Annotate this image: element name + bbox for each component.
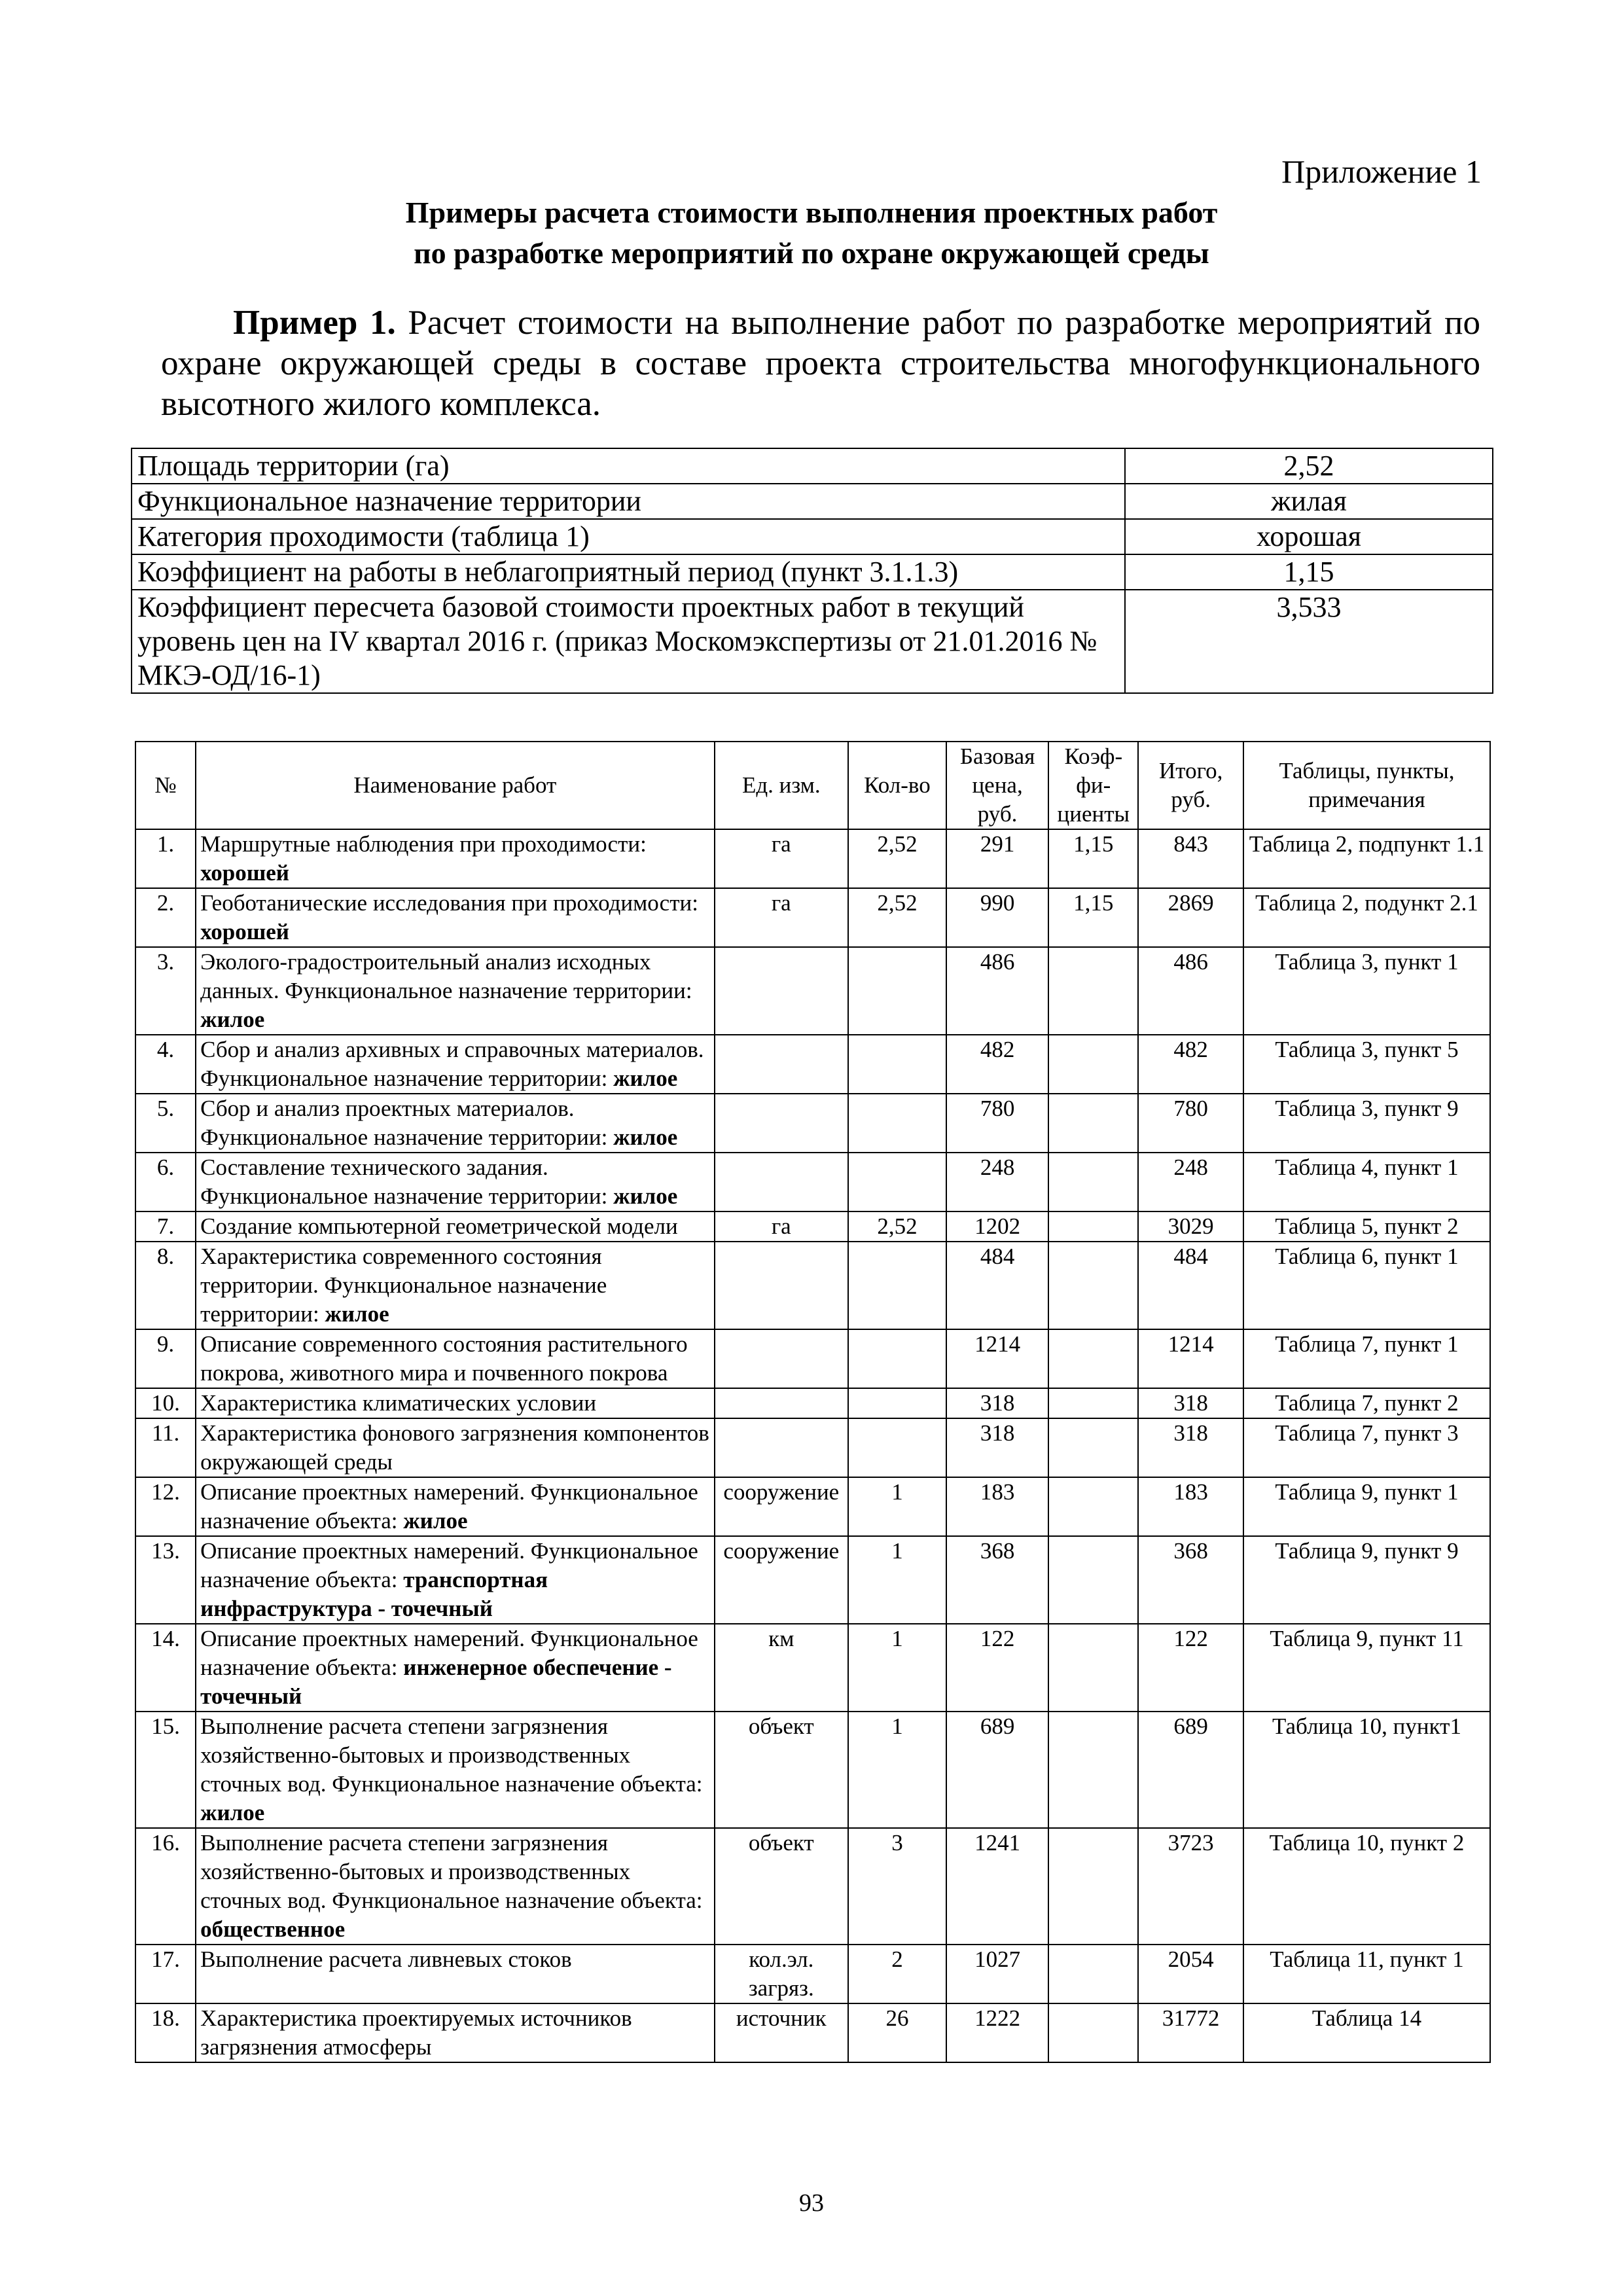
work-name-text: Характеристика проектируемых источников загрязнения атмосферы bbox=[200, 2005, 632, 2060]
total-cell: 1214 bbox=[1138, 1329, 1243, 1388]
total-cell: 486 bbox=[1138, 947, 1243, 1035]
work-name-cell bbox=[196, 829, 714, 888]
row-number-cell: 16. bbox=[135, 1828, 196, 1945]
parameters-table bbox=[131, 448, 1493, 694]
total-cell: 689 bbox=[1138, 1712, 1243, 1828]
work-name-text: Характеристика фонового загрязнения компонентов окружающей среды bbox=[200, 1420, 709, 1475]
work-name-cell bbox=[196, 1945, 714, 2003]
parameter-name: Категория проходимости (таблица 1) bbox=[132, 519, 1125, 554]
unit-cell: кол.эл. загряз. bbox=[715, 1945, 848, 2003]
table-row bbox=[135, 1624, 1490, 1712]
base-price-cell: 689 bbox=[946, 1712, 1048, 1828]
coefficient-cell bbox=[1048, 1094, 1138, 1153]
work-name-text: Выполнение расчета степени загрязнения хозяйственно-бытовых и производственных сточных вод. Функциональное назначение объекта: bbox=[200, 1830, 703, 1913]
base-price-cell: 291 bbox=[946, 829, 1048, 888]
work-name-text: Создание компьютерной геометрической модели bbox=[200, 1213, 678, 1239]
row-number-cell: 1. bbox=[135, 829, 196, 888]
quantity-cell: 3 bbox=[848, 1828, 946, 1945]
reference-cell: Таблица 3, пункт 9 bbox=[1243, 1094, 1490, 1153]
base-price-cell: 990 bbox=[946, 888, 1048, 947]
work-name-cell bbox=[196, 1211, 714, 1242]
coefficient-cell bbox=[1048, 1242, 1138, 1329]
row-number-cell: 2. bbox=[135, 888, 196, 947]
work-name-text: Характеристика климатических условии bbox=[200, 1390, 597, 1416]
quantity-cell: 2,52 bbox=[848, 1211, 946, 1242]
work-name-cell bbox=[196, 1153, 714, 1211]
parameter-value: 1,15 bbox=[1125, 554, 1493, 590]
base-price-cell: 780 bbox=[946, 1094, 1048, 1153]
parameter-row bbox=[132, 448, 1493, 484]
total-cell: 3723 bbox=[1138, 1828, 1243, 1945]
work-name-text: Описание современного состояния растительного покрова, животного мира и почвенного покрова bbox=[200, 1331, 688, 1386]
work-name-emphasis: жилое bbox=[613, 1066, 678, 1091]
row-number-cell: 5. bbox=[135, 1094, 196, 1153]
work-name-emphasis: жилое bbox=[200, 1800, 265, 1825]
base-price-cell: 183 bbox=[946, 1477, 1048, 1536]
quantity-cell bbox=[848, 1329, 946, 1388]
table-row bbox=[135, 1712, 1490, 1828]
base-price-cell: 1222 bbox=[946, 2003, 1048, 2062]
reference-cell: Таблица 10, пункт1 bbox=[1243, 1712, 1490, 1828]
reference-cell: Таблица 9, пункт 9 bbox=[1243, 1536, 1490, 1624]
quantity-cell bbox=[848, 1153, 946, 1211]
unit-cell bbox=[715, 1035, 848, 1094]
example-text: Расчет стоимости на выполнение работ по разработке мероприятий по охране окружающей среды в составе проекта строительства многофункционального высотного жилого комплекса. bbox=[161, 304, 1481, 423]
coefficient-cell bbox=[1048, 1418, 1138, 1477]
work-name-cell bbox=[196, 1035, 714, 1094]
work-name-cell bbox=[196, 2003, 714, 2062]
reference-cell: Таблица 11, пункт 1 bbox=[1243, 1945, 1490, 2003]
total-cell: 318 bbox=[1138, 1388, 1243, 1418]
works-table bbox=[135, 741, 1491, 2063]
document-title bbox=[131, 192, 1492, 274]
total-cell: 3029 bbox=[1138, 1211, 1243, 1242]
work-name-text: Маршрутные наблюдения при проходимости: bbox=[200, 831, 647, 857]
row-number-cell: 17. bbox=[135, 1945, 196, 2003]
quantity-cell bbox=[848, 1094, 946, 1153]
parameter-row bbox=[132, 519, 1493, 554]
work-name-text: Описание проектных намерений. Функциональное назначение объекта: bbox=[200, 1626, 698, 1680]
work-name-text: Сбор и анализ проектных материалов. Функциональное назначение территории: bbox=[200, 1096, 614, 1150]
table-row bbox=[135, 1153, 1490, 1211]
reference-cell: Таблица 2, подпункт 1.1 bbox=[1243, 829, 1490, 888]
coefficient-cell bbox=[1048, 1945, 1138, 2003]
header-total: Итого, руб. bbox=[1138, 742, 1243, 829]
table-row bbox=[135, 1211, 1490, 1242]
quantity-cell bbox=[848, 1035, 946, 1094]
parameter-name: Коэффициент на работы в неблагоприятный период (пункт 3.1.1.3) bbox=[132, 554, 1125, 590]
table-row bbox=[135, 888, 1490, 947]
base-price-cell: 318 bbox=[946, 1388, 1048, 1418]
quantity-cell: 1 bbox=[848, 1712, 946, 1828]
unit-cell: га bbox=[715, 829, 848, 888]
appendix-label: Приложение 1 bbox=[1281, 153, 1482, 190]
header-name: Наименование работ bbox=[196, 742, 714, 829]
parameter-value: жилая bbox=[1125, 484, 1493, 519]
total-cell: 183 bbox=[1138, 1477, 1243, 1536]
base-price-cell: 248 bbox=[946, 1153, 1048, 1211]
parameter-row bbox=[132, 590, 1493, 693]
coefficient-cell bbox=[1048, 1624, 1138, 1712]
quantity-cell bbox=[848, 947, 946, 1035]
header-price: Базовая цена, руб. bbox=[946, 742, 1048, 829]
coefficient-cell bbox=[1048, 1828, 1138, 1945]
row-number-cell: 11. bbox=[135, 1418, 196, 1477]
row-number-cell: 9. bbox=[135, 1329, 196, 1388]
parameter-value: 3,533 bbox=[1125, 590, 1493, 693]
work-name-emphasis: инженерное обеспечение - точечный bbox=[200, 1655, 672, 1709]
work-name-text: Эколого-градостроительный анализ исходных данных. Функциональное назначение территории: bbox=[200, 949, 692, 1003]
work-name-cell bbox=[196, 1242, 714, 1329]
reference-cell: Таблица 9, пункт 11 bbox=[1243, 1624, 1490, 1712]
base-price-cell: 484 bbox=[946, 1242, 1048, 1329]
header-unit: Ед. изм. bbox=[715, 742, 848, 829]
total-cell: 843 bbox=[1138, 829, 1243, 888]
coefficient-cell bbox=[1048, 1388, 1138, 1418]
works-header-row bbox=[135, 742, 1490, 829]
reference-cell: Таблица 7, пункт 2 bbox=[1243, 1388, 1490, 1418]
unit-cell: объект bbox=[715, 1712, 848, 1828]
quantity-cell: 2,52 bbox=[848, 888, 946, 947]
coefficient-cell bbox=[1048, 1035, 1138, 1094]
unit-cell bbox=[715, 1388, 848, 1418]
base-price-cell: 1241 bbox=[946, 1828, 1048, 1945]
work-name-emphasis: хорошей bbox=[200, 860, 289, 886]
parameter-name: Площадь территории (га) bbox=[132, 448, 1125, 484]
page-number: 93 bbox=[799, 2189, 824, 2217]
unit-cell: га bbox=[715, 1211, 848, 1242]
row-number-cell: 7. bbox=[135, 1211, 196, 1242]
reference-cell: Таблица 2, подункт 2.1 bbox=[1243, 888, 1490, 947]
total-cell: 368 bbox=[1138, 1536, 1243, 1624]
row-number-cell: 3. bbox=[135, 947, 196, 1035]
work-name-emphasis: общественное bbox=[200, 1916, 346, 1942]
coefficient-cell: 1,15 bbox=[1048, 888, 1138, 947]
parameter-name: Функциональное назначение территории bbox=[132, 484, 1125, 519]
base-price-cell: 1202 bbox=[946, 1211, 1048, 1242]
parameter-value: хорошая bbox=[1125, 519, 1493, 554]
row-number-cell: 15. bbox=[135, 1712, 196, 1828]
parameter-name: Коэффициент пересчета базовой стоимости проектных работ в текущий уровень цен на IV квартал 2016 г. (приказ Москомэкспертизы от 21.01.2016 № МКЭ-ОД/16-1) bbox=[132, 590, 1125, 693]
parameter-row bbox=[132, 554, 1493, 590]
reference-cell: Таблица 7, пункт 3 bbox=[1243, 1418, 1490, 1477]
unit-cell: источник bbox=[715, 2003, 848, 2062]
work-name-cell bbox=[196, 1712, 714, 1828]
work-name-cell bbox=[196, 1536, 714, 1624]
work-name-text: Выполнение расчета ливневых стоков bbox=[200, 1946, 572, 1972]
total-cell: 2054 bbox=[1138, 1945, 1243, 2003]
unit-cell bbox=[715, 1418, 848, 1477]
unit-cell bbox=[715, 1094, 848, 1153]
total-cell: 248 bbox=[1138, 1153, 1243, 1211]
work-name-cell bbox=[196, 1477, 714, 1536]
row-number-cell: 6. bbox=[135, 1153, 196, 1211]
table-row bbox=[135, 2003, 1490, 2062]
work-name-text: Составление технического задания. Функциональное назначение территории: bbox=[200, 1155, 614, 1209]
work-name-cell bbox=[196, 1094, 714, 1153]
total-cell: 318 bbox=[1138, 1418, 1243, 1477]
table-row bbox=[135, 1536, 1490, 1624]
unit-cell: га bbox=[715, 888, 848, 947]
base-price-cell: 486 bbox=[946, 947, 1048, 1035]
header-coef: Коэф-фи-циенты bbox=[1048, 742, 1138, 829]
work-name-text: Геоботанические исследования при проходимости: bbox=[200, 890, 698, 916]
table-row bbox=[135, 1945, 1490, 2003]
work-name-text: Описание проектных намерений. Функциональное назначение объекта: bbox=[200, 1479, 698, 1534]
coefficient-cell bbox=[1048, 1153, 1138, 1211]
example-label: Пример 1. bbox=[233, 304, 396, 342]
unit-cell bbox=[715, 947, 848, 1035]
unit-cell bbox=[715, 1153, 848, 1211]
header-ref: Таблицы, пункты, примечания bbox=[1243, 742, 1490, 829]
work-name-cell bbox=[196, 1624, 714, 1712]
total-cell: 484 bbox=[1138, 1242, 1243, 1329]
base-price-cell: 318 bbox=[946, 1418, 1048, 1477]
quantity-cell: 2,52 bbox=[848, 829, 946, 888]
example-intro bbox=[161, 302, 1480, 424]
work-name-emphasis: жилое bbox=[325, 1301, 389, 1327]
quantity-cell: 2 bbox=[848, 1945, 946, 2003]
table-row bbox=[135, 947, 1490, 1035]
quantity-cell: 1 bbox=[848, 1536, 946, 1624]
header-qty: Кол-во bbox=[848, 742, 946, 829]
table-row bbox=[135, 1388, 1490, 1418]
work-name-text: Сбор и анализ архивных и справочных материалов. Функциональное назначение территории: bbox=[200, 1037, 704, 1091]
unit-cell: сооружение bbox=[715, 1477, 848, 1536]
row-number-cell: 12. bbox=[135, 1477, 196, 1536]
reference-cell: Таблица 6, пункт 1 bbox=[1243, 1242, 1490, 1329]
quantity-cell bbox=[848, 1242, 946, 1329]
coefficient-cell bbox=[1048, 947, 1138, 1035]
quantity-cell: 1 bbox=[848, 1477, 946, 1536]
unit-cell bbox=[715, 1242, 848, 1329]
work-name-emphasis: транспортная инфраструктура - точечный bbox=[200, 1567, 548, 1621]
work-name-text: Характеристика современного состояния территории. Функциональное назначение территории: bbox=[200, 1244, 607, 1327]
work-name-cell bbox=[196, 947, 714, 1035]
base-price-cell: 1214 bbox=[946, 1329, 1048, 1388]
total-cell: 122 bbox=[1138, 1624, 1243, 1712]
quantity-cell: 1 bbox=[848, 1624, 946, 1712]
work-name-emphasis: жилое bbox=[403, 1508, 468, 1534]
table-row bbox=[135, 1828, 1490, 1945]
work-name-emphasis: жилое bbox=[613, 1183, 678, 1209]
total-cell: 31772 bbox=[1138, 2003, 1243, 2062]
row-number-cell: 4. bbox=[135, 1035, 196, 1094]
base-price-cell: 122 bbox=[946, 1624, 1048, 1712]
table-row bbox=[135, 1242, 1490, 1329]
total-cell: 2869 bbox=[1138, 888, 1243, 947]
row-number-cell: 13. bbox=[135, 1536, 196, 1624]
table-row bbox=[135, 1418, 1490, 1477]
total-cell: 482 bbox=[1138, 1035, 1243, 1094]
base-price-cell: 368 bbox=[946, 1536, 1048, 1624]
unit-cell: объект bbox=[715, 1828, 848, 1945]
quantity-cell: 26 bbox=[848, 2003, 946, 2062]
coefficient-cell bbox=[1048, 1477, 1138, 1536]
reference-cell: Таблица 4, пункт 1 bbox=[1243, 1153, 1490, 1211]
coefficient-cell bbox=[1048, 1712, 1138, 1828]
table-row bbox=[135, 1329, 1490, 1388]
coefficient-cell bbox=[1048, 1211, 1138, 1242]
reference-cell: Таблица 3, пункт 1 bbox=[1243, 947, 1490, 1035]
reference-cell: Таблица 3, пункт 5 bbox=[1243, 1035, 1490, 1094]
work-name-cell bbox=[196, 1388, 714, 1418]
row-number-cell: 10. bbox=[135, 1388, 196, 1418]
unit-cell bbox=[715, 1329, 848, 1388]
row-number-cell: 8. bbox=[135, 1242, 196, 1329]
reference-cell: Таблица 10, пункт 2 bbox=[1243, 1828, 1490, 1945]
total-cell: 780 bbox=[1138, 1094, 1243, 1153]
unit-cell: км bbox=[715, 1624, 848, 1712]
work-name-emphasis: жилое bbox=[200, 1007, 265, 1032]
reference-cell: Таблица 7, пункт 1 bbox=[1243, 1329, 1490, 1388]
work-name-emphasis: жилое bbox=[613, 1124, 678, 1150]
base-price-cell: 482 bbox=[946, 1035, 1048, 1094]
table-row bbox=[135, 1035, 1490, 1094]
parameter-row bbox=[132, 484, 1493, 519]
table-row bbox=[135, 1477, 1490, 1536]
coefficient-cell: 1,15 bbox=[1048, 829, 1138, 888]
unit-cell: сооружение bbox=[715, 1536, 848, 1624]
work-name-cell bbox=[196, 888, 714, 947]
title-line-2: по разработке мероприятий по охране окружающей среды bbox=[414, 236, 1209, 270]
coefficient-cell bbox=[1048, 1536, 1138, 1624]
work-name-cell bbox=[196, 1418, 714, 1477]
work-name-cell bbox=[196, 1828, 714, 1945]
header-num: № bbox=[135, 742, 196, 829]
table-row bbox=[135, 1094, 1490, 1153]
row-number-cell: 14. bbox=[135, 1624, 196, 1712]
reference-cell: Таблица 14 bbox=[1243, 2003, 1490, 2062]
quantity-cell bbox=[848, 1388, 946, 1418]
table-row bbox=[135, 829, 1490, 888]
title-line-1: Примеры расчета стоимости выполнения проектных работ bbox=[405, 196, 1218, 229]
coefficient-cell bbox=[1048, 2003, 1138, 2062]
reference-cell: Таблица 9, пункт 1 bbox=[1243, 1477, 1490, 1536]
work-name-text: Выполнение расчета степени загрязнения хозяйственно-бытовых и производственных сточных вод. Функциональное назначение объекта: bbox=[200, 1713, 703, 1797]
work-name-cell bbox=[196, 1329, 714, 1388]
base-price-cell: 1027 bbox=[946, 1945, 1048, 2003]
quantity-cell bbox=[848, 1418, 946, 1477]
work-name-emphasis: хорошей bbox=[200, 919, 289, 944]
row-number-cell: 18. bbox=[135, 2003, 196, 2062]
reference-cell: Таблица 5, пункт 2 bbox=[1243, 1211, 1490, 1242]
coefficient-cell bbox=[1048, 1329, 1138, 1388]
work-name-text: Описание проектных намерений. Функциональное назначение объекта: bbox=[200, 1538, 698, 1592]
parameter-value: 2,52 bbox=[1125, 448, 1493, 484]
